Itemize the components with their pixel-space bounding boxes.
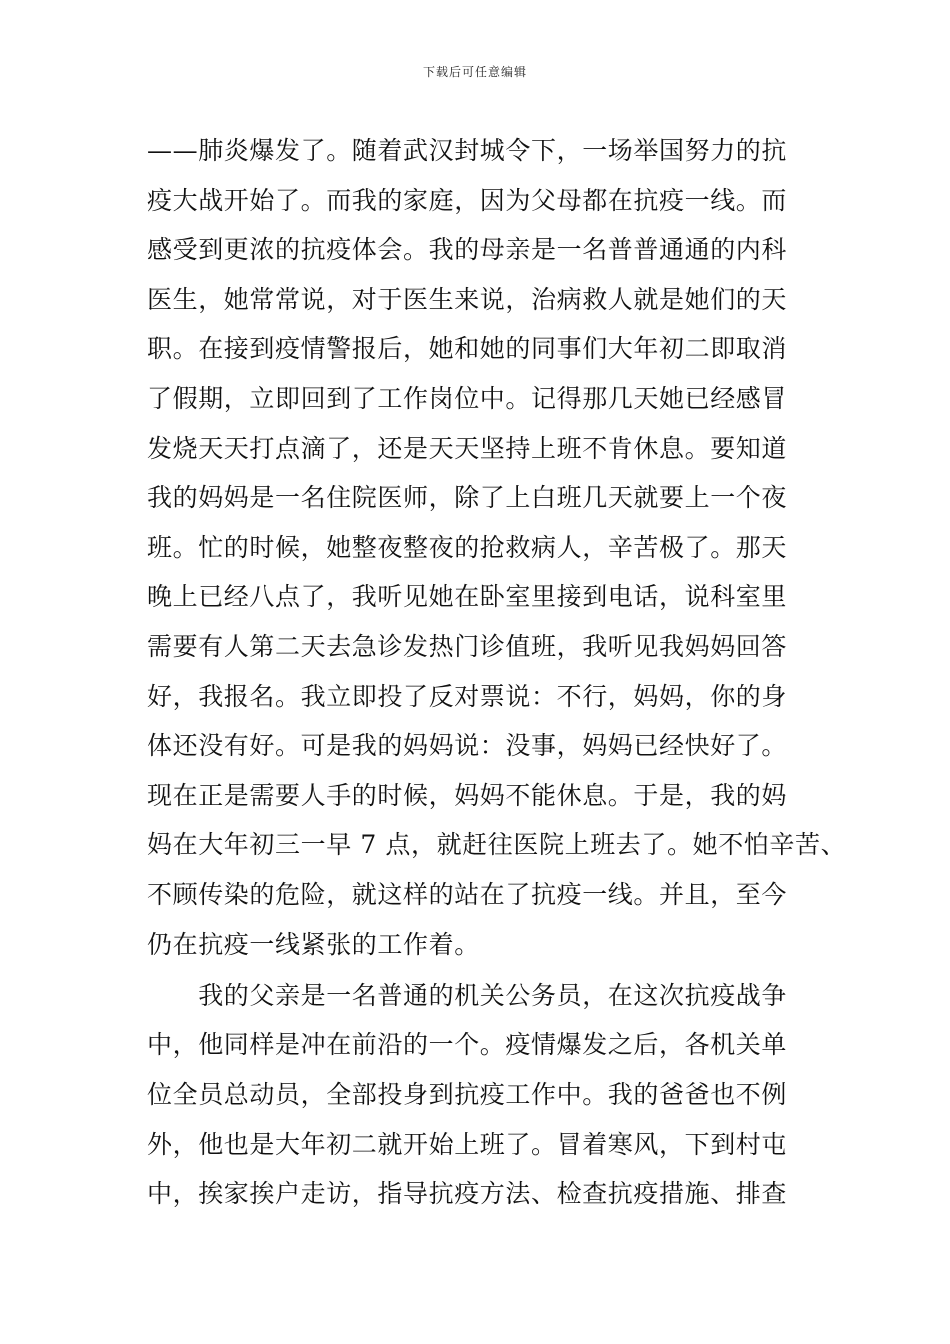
text-line: 仍在抗疫一线紧张的工作着。 [147, 929, 480, 959]
text-line: 医生，她常常说，对于医生来说，治病救人就是她们的天 [147, 284, 788, 314]
text-line: 疫大战开始了。而我的家庭，因为父母都在抗疫一线。而 [147, 185, 788, 215]
body-text [147, 126, 847, 1219]
text-line: 妈在大年初三一早 7 点，就赶往医院上班去了。她不怕辛苦、 [147, 830, 847, 860]
text-line: ——肺炎爆发了。随着武汉封城令下，一场举国努力的抗 [147, 136, 788, 165]
text-line: 体还没有好。可是我的妈妈说：没事，妈妈已经快好了。 [147, 731, 788, 761]
text-line: 我的妈妈是一名住院医师，除了上白班几天就要上一个夜 [147, 483, 788, 513]
text-line: 我的父亲是一名普通的机关公务员，在这次抗疫战争 [147, 980, 788, 1010]
text-line: 感受到更浓的抗疫体会。我的母亲是一名普普通通的内科 [147, 235, 788, 265]
text-line: 发烧天天打点滴了，还是天天坚持上班不肯休息。要知道 [147, 433, 788, 463]
text-line: 位全员总动员，全部投身到抗疫工作中。我的爸爸也不例 [147, 1080, 788, 1110]
text-line: 需要有人第二天去急诊发热门诊值班，我听见我妈妈回答 [147, 631, 788, 661]
text-line: 晚上已经八点了，我听见她在卧室里接到电话，说科室里 [147, 582, 788, 612]
text-line: 中，他同样是冲在前沿的一个。疫情爆发之后，各机关单 [147, 1030, 788, 1060]
paragraph-father [147, 971, 812, 1219]
text-line: 现在正是需要人手的时候，妈妈不能休息。于是，我的妈 [147, 780, 788, 810]
text-line: 了假期，立即回到了工作岗位中。记得那几天她已经感冒 [147, 383, 788, 413]
text-line: 班。忙的时候，她整夜整夜的抢救病人，辛苦极了。那天 [147, 532, 788, 562]
text-line: 外，他也是大年初二就开始上班了。冒着寒风，下到村屯 [147, 1129, 788, 1159]
page-header: 下载后可任意编辑 [422, 65, 527, 79]
paragraph-mother [147, 126, 847, 969]
text-line: 职。在接到疫情警报后，她和她的同事们大年初二即取消 [147, 334, 788, 364]
text-line: 中，挨家挨户走访，指导抗疫方法、检查抗疫措施、排查 [147, 1179, 788, 1209]
text-line: 好，我报名。我立即投了反对票说：不行，妈妈，你的身 [147, 681, 788, 711]
text-line: 不顾传染的危险，就这样的站在了抗疫一线。并且，至今 [147, 879, 788, 909]
